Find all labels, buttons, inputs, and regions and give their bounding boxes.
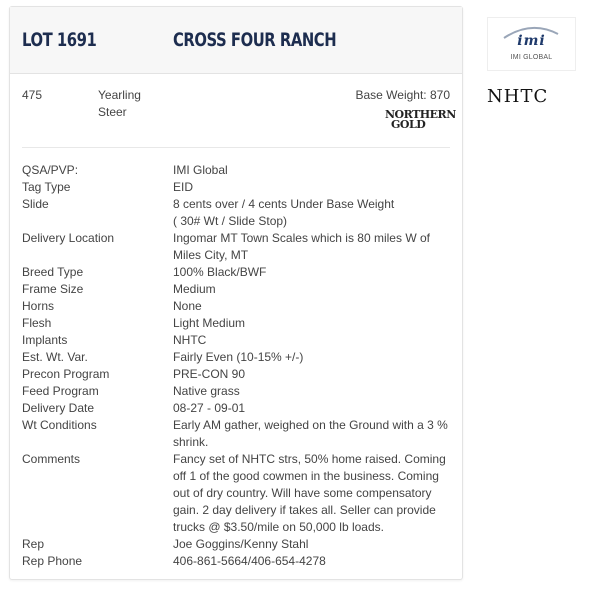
detail-row: [22, 383, 452, 400]
imi-global-logo: [487, 17, 576, 71]
detail-label: Slide: [22, 197, 49, 211]
detail-value-line: Medium: [173, 282, 216, 296]
detail-value-line: None: [173, 299, 202, 313]
detail-value: [173, 196, 452, 230]
detail-row: [22, 179, 452, 196]
detail-row: [22, 553, 452, 570]
detail-label: Comments: [22, 452, 81, 466]
detail-label: Est. Wt. Var.: [22, 350, 88, 364]
northern-gold-logo-line1: NORTHERN: [385, 108, 456, 121]
detail-value-line: out of dry country. Will have some compensatory: [173, 486, 432, 500]
detail-value-line: Fancy set of NHTC strs, 50% home raised. Coming: [173, 452, 446, 466]
detail-row: [22, 315, 452, 332]
detail-row: [22, 451, 452, 536]
detail-label: QSA/PVP:: [22, 163, 79, 177]
detail-value: [173, 536, 452, 553]
detail-label: Frame Size: [22, 282, 84, 296]
detail-value-line: EID: [173, 180, 194, 194]
detail-value: [173, 417, 452, 451]
detail-value: [173, 230, 452, 264]
detail-value-line: trucks @ $3.50/mile on 50,000 lb loads.: [173, 520, 384, 534]
detail-label: Precon Program: [22, 367, 110, 381]
detail-row: [22, 196, 452, 230]
detail-row: [22, 298, 452, 315]
detail-row: [22, 230, 452, 264]
detail-value: [173, 451, 452, 536]
detail-value: [173, 298, 452, 315]
lot-number: LOT 1691: [22, 29, 97, 51]
detail-label: Delivery Location: [22, 231, 115, 245]
detail-label: Implants: [22, 333, 68, 347]
detail-value: [173, 264, 452, 281]
detail-row: [22, 417, 452, 451]
detail-value-line: gain. 2 day delivery if takes all. Seller can provide: [173, 503, 436, 517]
detail-value-line: ( 30# Wt / Slide Stop): [173, 214, 288, 228]
detail-label: Feed Program: [22, 384, 99, 398]
lot-card: [9, 6, 463, 580]
ranch-name: CROSS FOUR RANCH: [173, 29, 337, 51]
detail-value-line: 406-861-5664/406-654-4278: [173, 554, 326, 568]
detail-label: Wt Conditions: [22, 418, 97, 432]
northern-gold-logo-line2: GOLD: [391, 118, 426, 131]
base-weight: Base Weight: 870: [355, 88, 450, 102]
detail-value: [173, 349, 452, 366]
imi-wordmark: imi: [517, 33, 546, 49]
detail-label: Horns: [22, 299, 55, 313]
detail-value-line: PRE-CON 90: [173, 367, 246, 381]
detail-value-line: Ingomar MT Town Scales which is 80 miles W of: [173, 231, 430, 245]
detail-value-line: NHTC: [173, 333, 207, 347]
nhtc-logo: NHTC: [487, 86, 549, 107]
detail-value-line: 08-27 - 09-01: [173, 401, 246, 415]
detail-value-line: shrink.: [173, 435, 209, 449]
detail-value-line: IMI Global: [173, 163, 228, 177]
detail-label: Breed Type: [22, 265, 84, 279]
lot-header: [10, 7, 462, 74]
head-count: 475: [22, 88, 43, 102]
detail-value: [173, 553, 452, 570]
lot-details-list: [22, 162, 452, 570]
detail-label: Rep Phone: [22, 554, 83, 568]
detail-row: [22, 162, 452, 179]
detail-row: [22, 332, 452, 349]
detail-value: [173, 332, 452, 349]
detail-value: [173, 315, 452, 332]
detail-value: [173, 400, 452, 417]
detail-value-line: Native grass: [173, 384, 240, 398]
detail-label: Flesh: [22, 316, 52, 330]
detail-value: [173, 383, 452, 400]
detail-label: Rep: [22, 537, 45, 551]
detail-value-line: Light Medium: [173, 316, 246, 330]
detail-value-line: Fairly Even (10-15% +/-): [173, 350, 304, 364]
detail-row: [22, 366, 452, 383]
detail-value-line: Early AM gather, weighed on the Ground with a 3 %: [173, 418, 448, 432]
detail-value-line: off 1 of the good cowmen in the business. Coming: [173, 469, 439, 483]
cattle-sex: Steer: [98, 105, 127, 119]
section-divider: [22, 147, 450, 148]
detail-value-line: 100% Black/BWF: [173, 265, 267, 279]
cattle-age: Yearling: [98, 88, 141, 102]
detail-value: [173, 281, 452, 298]
detail-value: [173, 162, 452, 179]
detail-row: [22, 264, 452, 281]
detail-row: [22, 281, 452, 298]
detail-value-line: Miles City, MT: [173, 248, 249, 262]
detail-label: Delivery Date: [22, 401, 95, 415]
detail-row: [22, 400, 452, 417]
detail-value: [173, 366, 452, 383]
detail-row: [22, 536, 452, 553]
detail-value-line: 8 cents over / 4 cents Under Base Weight: [173, 197, 395, 211]
detail-row: [22, 349, 452, 366]
detail-value-line: Joe Goggins/Kenny Stahl: [173, 537, 309, 551]
detail-value: [173, 179, 452, 196]
northern-gold-logo: [381, 107, 456, 133]
imi-subtitle: IMI GLOBAL: [510, 54, 553, 61]
detail-label: Tag Type: [22, 180, 71, 194]
